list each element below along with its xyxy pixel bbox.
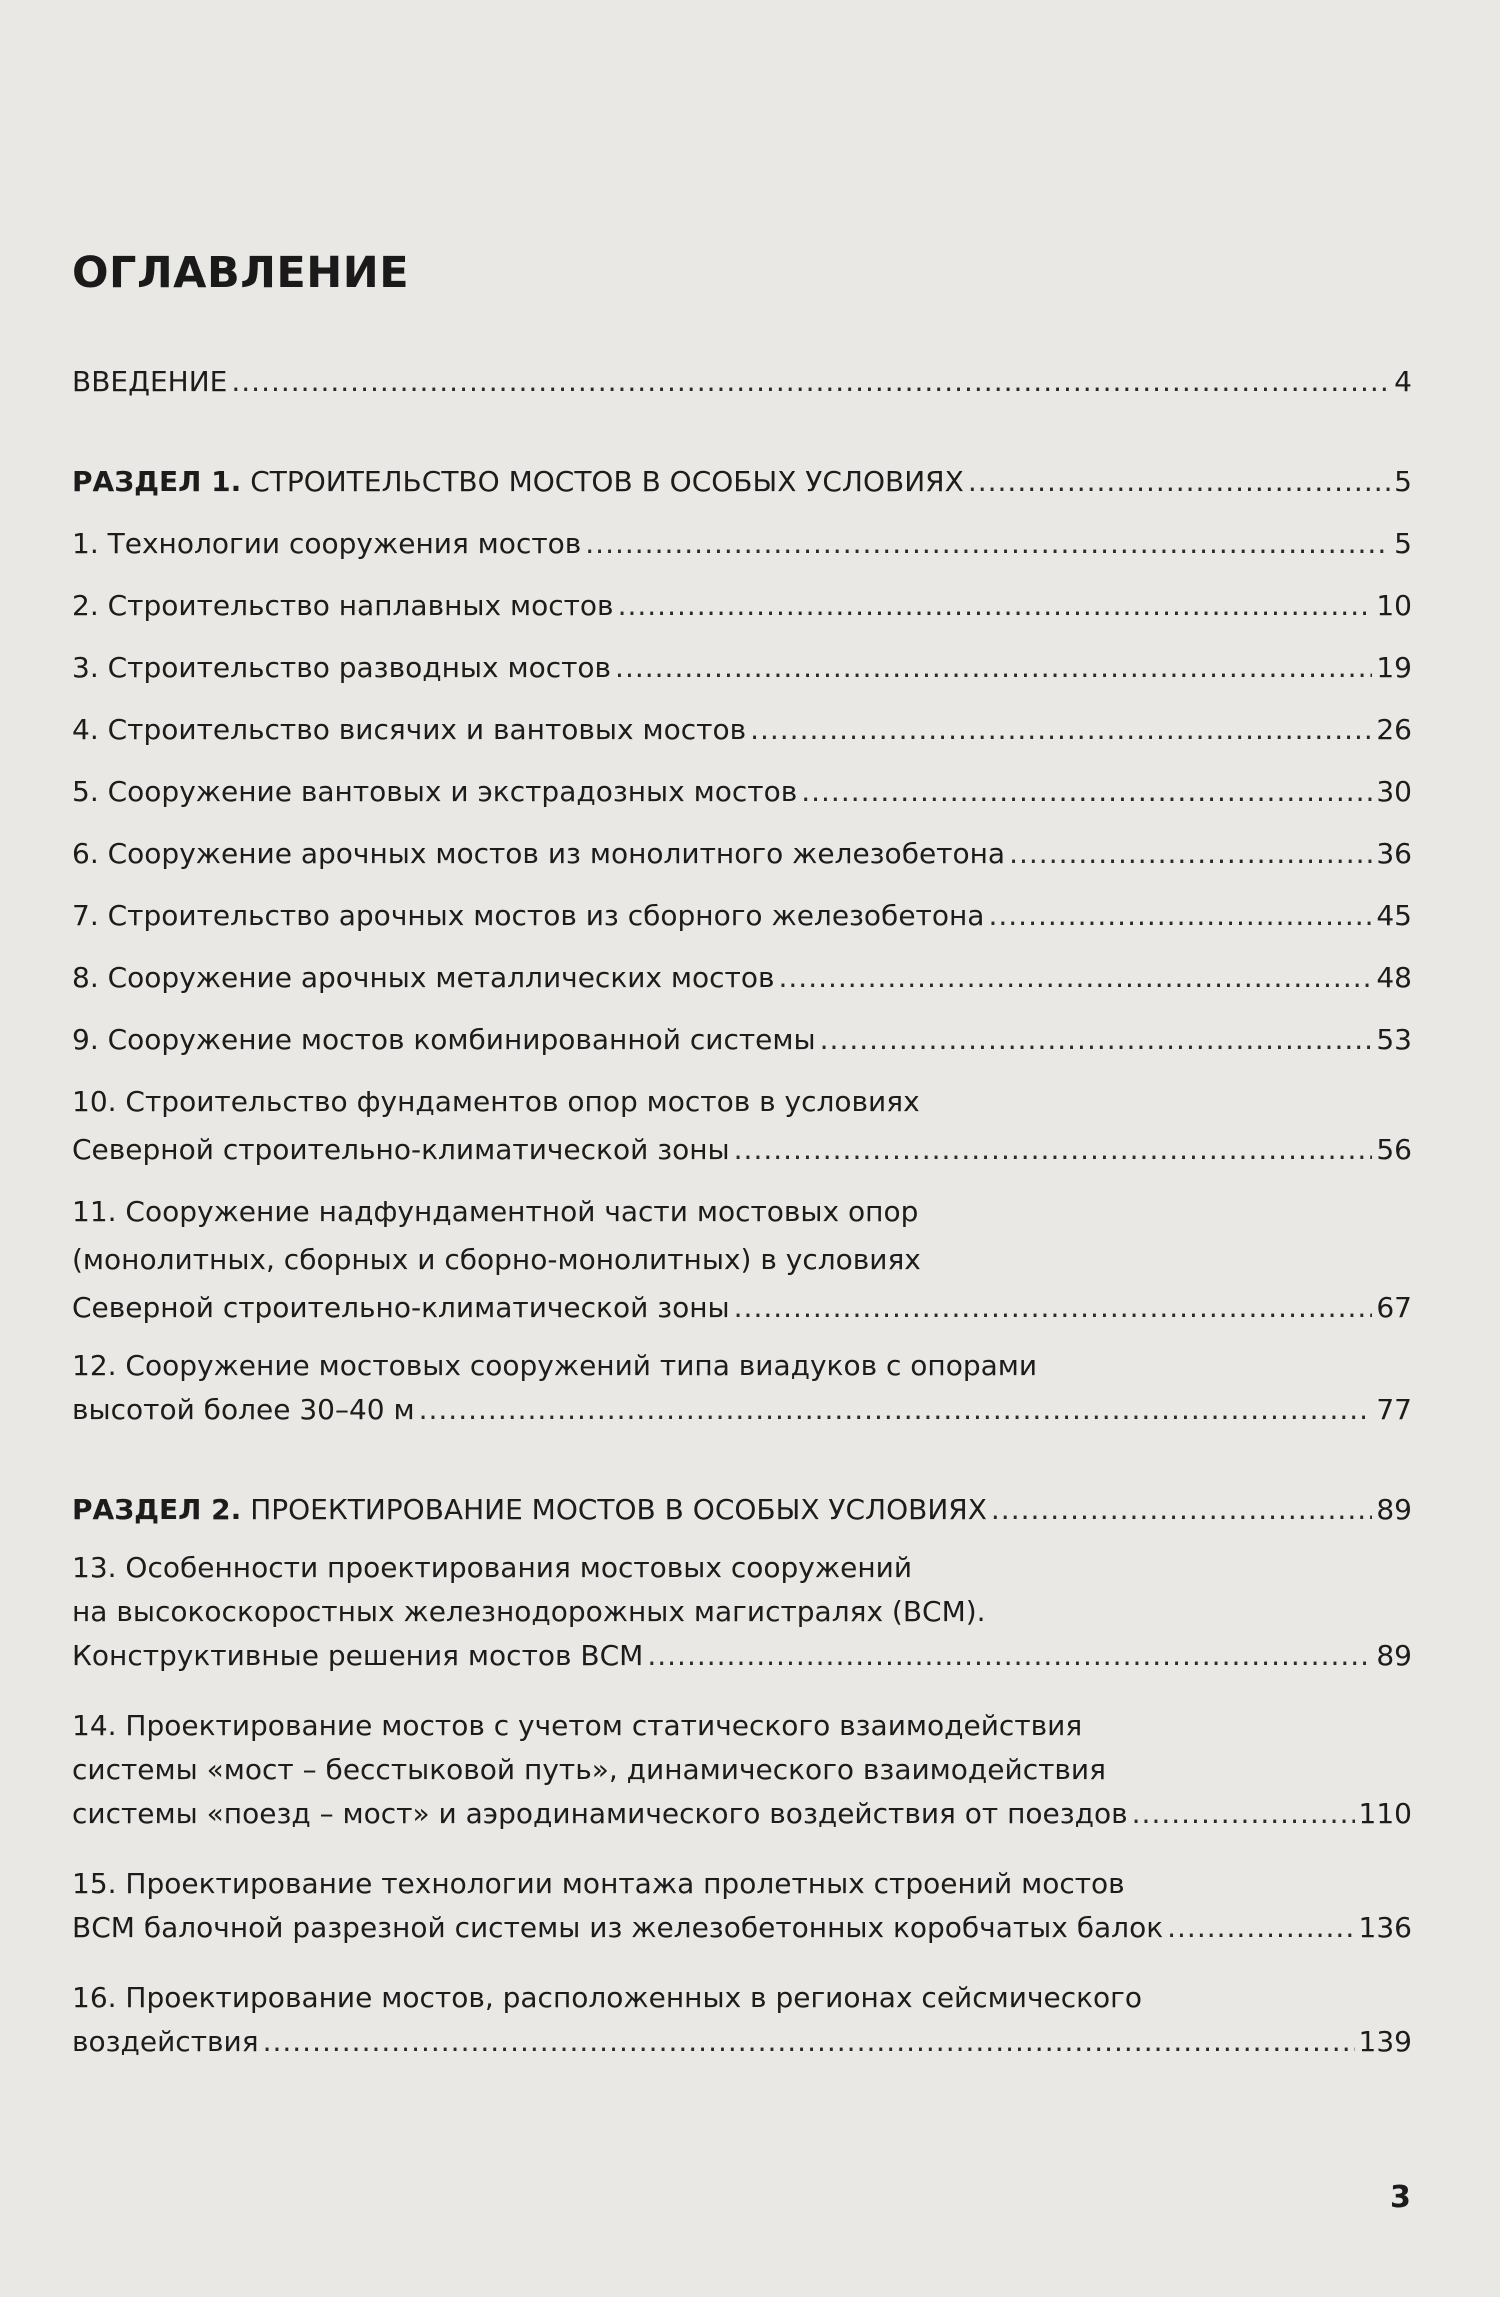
- toc-entry-chapter-16[interactable]: [72, 1978, 1412, 2062]
- toc-entry-chapter-3[interactable]: [72, 648, 1412, 688]
- leader-dots: [585, 524, 1390, 564]
- entry-title: Северной строительно-климатической зоны: [72, 1133, 730, 1166]
- leader-dots: [1009, 834, 1372, 874]
- entry-page: 10: [1376, 589, 1412, 622]
- toc-entry-chapter-10[interactable]: [72, 1082, 1412, 1170]
- leader-dots: [231, 362, 1390, 402]
- entry-title: 7. Строительство арочных мостов из сборного железобетона: [72, 899, 985, 932]
- entry-title: ВВЕДЕНИЕ: [72, 365, 228, 398]
- leader-dots: [1132, 1794, 1355, 1834]
- leader-dots: [968, 462, 1390, 502]
- toc-entry-chapter-7[interactable]: [72, 896, 1412, 936]
- entry-title-line: 15. Проектирование технологии монтажа пролетных строений мостов: [72, 1867, 1125, 1900]
- toc-entry-chapter-5[interactable]: [72, 772, 1412, 812]
- entry-page: 139: [1358, 2025, 1412, 2058]
- entry-title: воздействия: [72, 2025, 259, 2058]
- table-of-contents: [72, 362, 1412, 2062]
- toc-entry-chapter-2[interactable]: [72, 586, 1412, 626]
- leader-dots: [991, 1490, 1372, 1530]
- leader-dots: [750, 710, 1372, 750]
- entry-title: системы «поезд – мост» и аэродинамического воздействия от поездов: [72, 1797, 1128, 1830]
- toc-entry-chapter-13[interactable]: [72, 1548, 1412, 1676]
- section-prefix: РАЗДЕЛ 1.: [72, 465, 242, 498]
- entry-page: 89: [1376, 1493, 1412, 1526]
- leader-dots: [1167, 1908, 1354, 1948]
- entry-title: 2. Строительство наплавных мостов: [72, 589, 614, 622]
- toc-entry-chapter-6[interactable]: [72, 834, 1412, 874]
- leader-dots: [263, 2022, 1355, 2062]
- entry-title: Конструктивные решения мостов ВСМ: [72, 1639, 644, 1672]
- leader-dots: [801, 772, 1372, 812]
- entry-title: СТРОИТЕЛЬСТВО МОСТОВ В ОСОБЫХ УСЛОВИЯХ: [250, 465, 964, 498]
- entry-page: 136: [1358, 1911, 1412, 1944]
- entry-title-line: 10. Строительство фундаментов опор мостов в условиях: [72, 1085, 920, 1118]
- entry-title: 8. Сооружение арочных металлических мостов: [72, 961, 775, 994]
- entry-title: 3. Строительство разводных мостов: [72, 651, 612, 684]
- page-number: 3: [1390, 2180, 1411, 2215]
- section-prefix: РАЗДЕЛ 2.: [72, 1493, 242, 1526]
- entry-title-line: 16. Проектирование мостов, расположенных в регионах сейсмического: [72, 1981, 1143, 2014]
- leader-dots: [419, 1390, 1373, 1430]
- entry-page: 36: [1376, 837, 1412, 870]
- toc-entry-chapter-15[interactable]: [72, 1864, 1412, 1948]
- entry-page: 5: [1394, 527, 1412, 560]
- toc-entry-chapter-8[interactable]: [72, 958, 1412, 998]
- entry-title-line: 13. Особенности проектирования мостовых сооружений: [72, 1551, 913, 1584]
- entry-page: 26: [1376, 713, 1412, 746]
- entry-page: 110: [1358, 1797, 1412, 1830]
- entry-title: 5. Сооружение вантовых и экстрадозных мостов: [72, 775, 798, 808]
- leader-dots: [615, 648, 1372, 688]
- entry-title: высотой более 30–40 м: [72, 1393, 415, 1426]
- entry-title-line: (монолитных, сборных и сборно-монолитных) в условиях: [72, 1243, 921, 1276]
- entry-title: ПРОЕКТИРОВАНИЕ МОСТОВ В ОСОБЫХ УСЛОВИЯХ: [250, 1493, 987, 1526]
- entry-title-line: системы «мост – бесстыковой путь», динамического взаимодействия: [72, 1753, 1106, 1786]
- toc-entry-chapter-14[interactable]: [72, 1706, 1412, 1834]
- toc-entry-chapter-4[interactable]: [72, 710, 1412, 750]
- entry-page: 4: [1394, 365, 1412, 398]
- entry-page: 67: [1376, 1291, 1412, 1324]
- entry-page: 53: [1376, 1023, 1412, 1056]
- entry-page: 56: [1376, 1133, 1412, 1166]
- leader-dots: [820, 1020, 1373, 1060]
- entry-title-line: 12. Сооружение мостовых сооружений типа виадуков с опорами: [72, 1349, 1038, 1382]
- entry-title: 4. Строительство висячих и вантовых мостов: [72, 713, 747, 746]
- entry-title: 9. Сооружение мостов комбинированной системы: [72, 1023, 816, 1056]
- entry-title-line: 11. Сооружение надфундаментной части мостовых опор: [72, 1195, 919, 1228]
- entry-page: 19: [1376, 651, 1412, 684]
- toc-heading: ОГЛАВЛЕНИЕ: [72, 248, 410, 298]
- toc-entry-introduction[interactable]: [72, 362, 1412, 402]
- entry-page: 48: [1376, 961, 1412, 994]
- toc-entry-chapter-12[interactable]: [72, 1346, 1412, 1430]
- leader-dots: [988, 896, 1372, 936]
- entry-page: 89: [1376, 1639, 1412, 1672]
- toc-entry-section-2[interactable]: [72, 1490, 1412, 1530]
- entry-title-line: на высокоскоростных железнодорожных магистралях (ВСМ).: [72, 1595, 986, 1628]
- toc-entry-chapter-9[interactable]: [72, 1020, 1412, 1060]
- leader-dots: [647, 1636, 1372, 1676]
- entry-page: 30: [1376, 775, 1412, 808]
- toc-entry-chapter-11[interactable]: [72, 1192, 1412, 1328]
- entry-page: 77: [1376, 1393, 1412, 1426]
- entry-title: 6. Сооружение арочных мостов из монолитного железобетона: [72, 837, 1006, 870]
- toc-entry-chapter-1[interactable]: [72, 524, 1412, 564]
- leader-dots: [734, 1288, 1373, 1328]
- entry-page: 45: [1376, 899, 1412, 932]
- leader-dots: [618, 586, 1373, 626]
- entry-title: 1. Технологии сооружения мостов: [72, 527, 582, 560]
- entry-title: Северной строительно-климатической зоны: [72, 1291, 730, 1324]
- entry-page: 5: [1394, 465, 1412, 498]
- entry-title-line: 14. Проектирование мостов с учетом статического взаимодействия: [72, 1709, 1083, 1742]
- leader-dots: [779, 958, 1373, 998]
- leader-dots: [734, 1130, 1373, 1170]
- toc-entry-section-1[interactable]: [72, 462, 1412, 502]
- entry-title: ВСМ балочной разрезной системы из железобетонных коробчатых балок: [72, 1911, 1164, 1944]
